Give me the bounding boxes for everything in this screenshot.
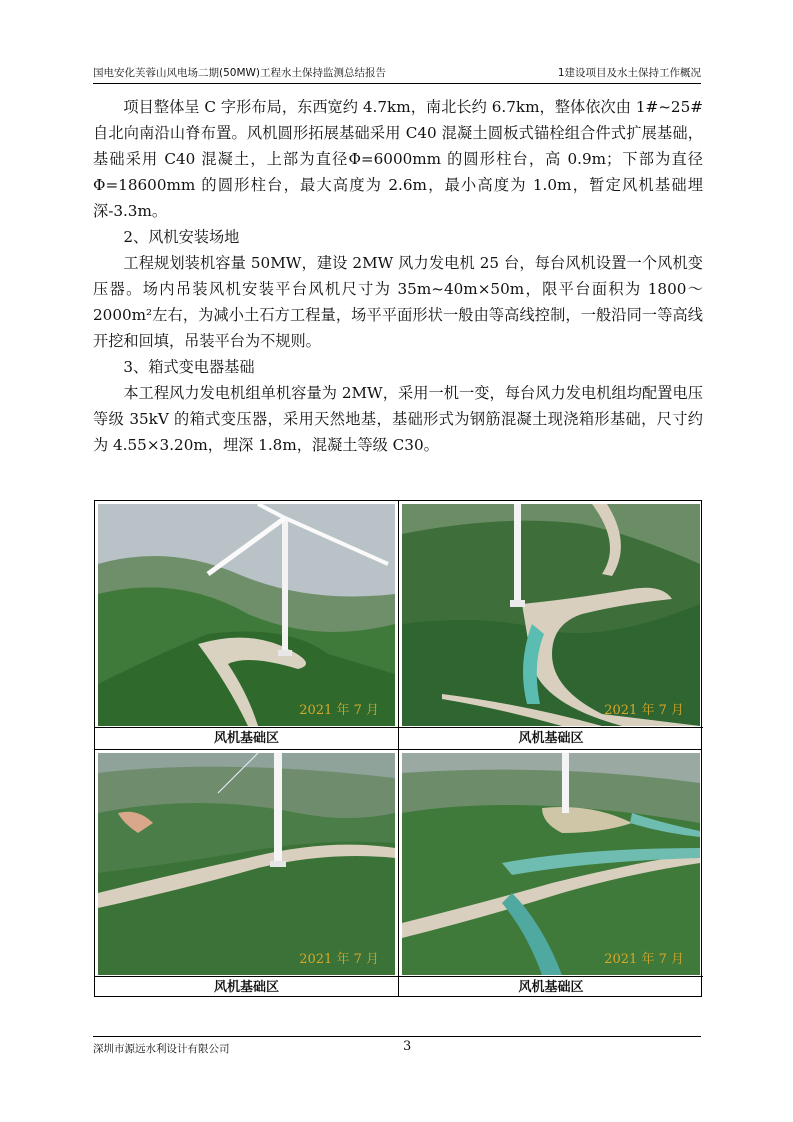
paragraph-box-transformer: 本工程风力发电机组单机容量为 2MW，采用一机一变，每台风力发电机组均配置电压等级 35kV 的箱式变压器，采用天然地基，基础形式为钢筋混凝土现浇箱形基础，尺寸约为 4.55×3.20m，埋深 1.8m，混凝土等级 C30。 bbox=[93, 384, 703, 454]
turbine-photo-4 bbox=[402, 753, 700, 975]
photo-table bbox=[94, 500, 702, 997]
section-heading-box-transformer: 3、箱式变电器基础 bbox=[123, 358, 255, 376]
photo-cell-3 bbox=[95, 750, 398, 998]
page-header bbox=[93, 65, 701, 84]
photo-cell-1 bbox=[95, 501, 398, 749]
turbine-photo-3 bbox=[98, 753, 395, 975]
photo-caption-4: 风机基础区 bbox=[399, 976, 703, 999]
company-name: 深圳市源远水利设计有限公司 bbox=[93, 1043, 230, 1055]
page-footer bbox=[93, 1036, 701, 1059]
photo-caption-2: 风机基础区 bbox=[399, 727, 703, 750]
photo-caption-3: 风机基础区 bbox=[95, 976, 398, 999]
table-divider-horizontal bbox=[95, 749, 701, 750]
photo-cell-4 bbox=[399, 750, 703, 998]
turbine-photo-1 bbox=[98, 504, 395, 726]
page-number: 3 bbox=[403, 1039, 412, 1054]
chapter-title: 1建设项目及水土保持工作概况 bbox=[557, 67, 701, 79]
photo-caption-1: 风机基础区 bbox=[95, 727, 398, 750]
photo-date-stamp-4: 2021 年 7 月 bbox=[604, 952, 684, 967]
turbine-photo-2 bbox=[402, 504, 700, 726]
body-text bbox=[93, 94, 703, 458]
section-heading-install-site: 2、风机安装场地 bbox=[123, 228, 240, 246]
photo-date-stamp-3: 2021 年 7 月 bbox=[299, 952, 379, 967]
photo-date-stamp-1: 2021 年 7 月 bbox=[299, 703, 379, 718]
photo-date-stamp-2: 2021 年 7 月 bbox=[604, 703, 684, 718]
paragraph-layout: 项目整体呈 C 字形布局，东西宽约 4.7km，南北长约 6.7km，整体依次由 1#~25#自北向南沿山脊布置。风机圆形拓展基础采用 C40 混凝土圆板式锚栓组合件式扩展基础，基础采用 C40 混凝土，上部为直径Φ=6000mm 的圆形柱台，高 0.9m；下部为直径Φ=18600mm 的圆形柱台，最大高度为 2.6m，最小高度为 1.0m，暂定风机基础埋深-3.3m。 bbox=[93, 98, 703, 220]
paragraph-install-site: 工程规划装机容量 50MW，建设 2MW 风力发电机 25 台，每台风机设置一个风机变压器。场内吊装风机安装平台风机尺寸为 35m~40m×50m，限平台面积为 1800～2000m²左右，为减小土石方工程量，场平平面形状一般由等高线控制，一般沿同一等高线开挖和回填，吊装平台为不规则。 bbox=[93, 254, 703, 350]
photo-cell-2 bbox=[399, 501, 703, 749]
report-title: 国电安化芙蓉山风电场二期(50MW)工程水土保持监测总结报告 bbox=[93, 67, 386, 79]
